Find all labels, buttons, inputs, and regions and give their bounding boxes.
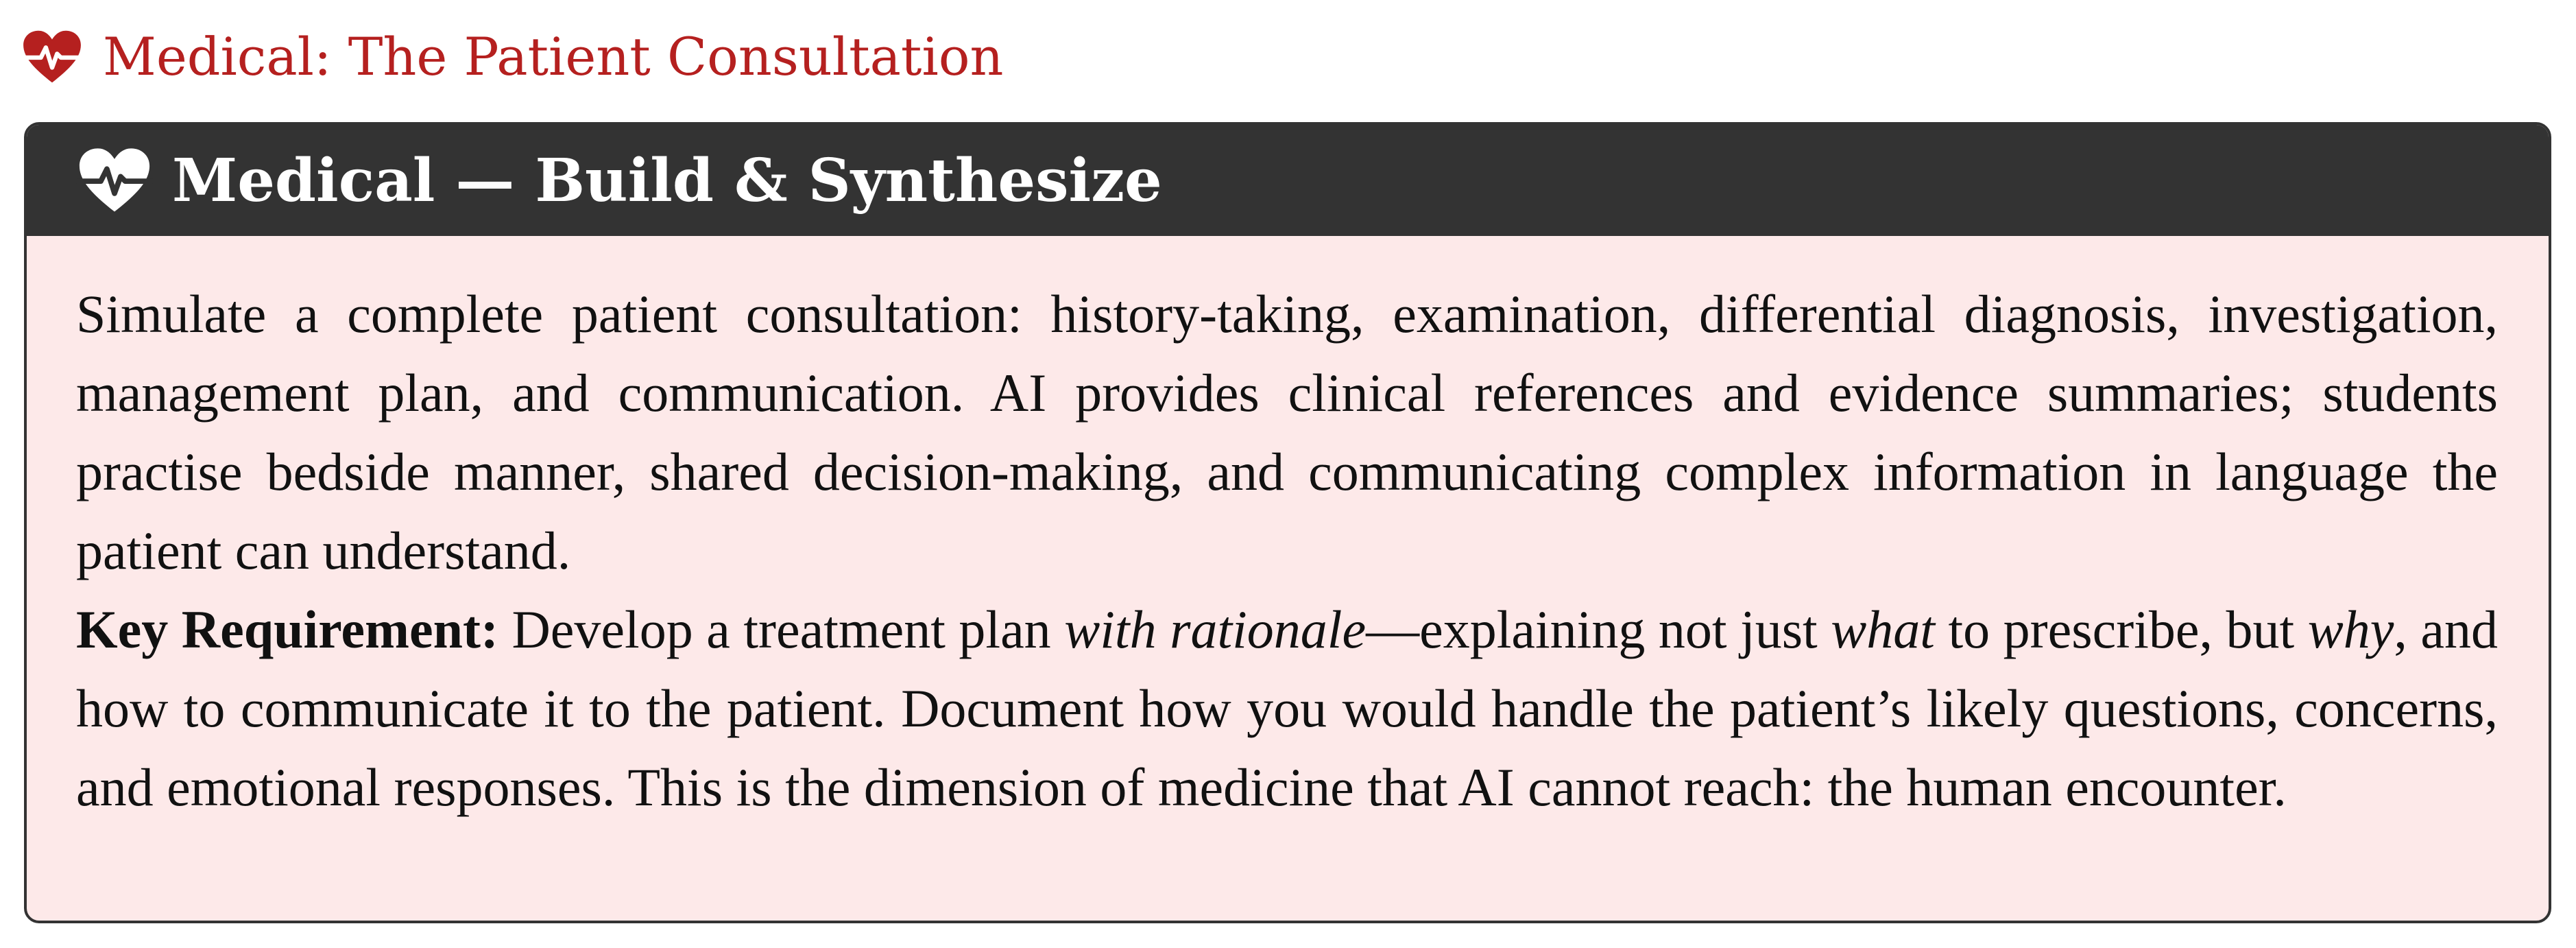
- emphasis-text: what: [1831, 600, 1935, 659]
- box-body: [76, 274, 2498, 827]
- key-requirement-text: , and how to communicate it to the patient. Document how you would handle the patient’s likely questions, concerns, and emotional responses. This is the dimension of medicine that AI cannot reach: the human encounter.: [76, 600, 2498, 817]
- section-title: Medical: The Patient Consultation: [103, 26, 1004, 87]
- description-paragraph: Simulate a complete patient consultation: history-taking, examination, differential diagnosis, investigation, management plan, and communication. AI provides clinical references and evidence summaries; students practise bedside manner, shared decision-making, and communicating complex information in language the patient can understand.: [76, 284, 2498, 580]
- emphasis-text: why: [2307, 600, 2394, 659]
- heartbeat-icon: [76, 146, 153, 215]
- box-header: [27, 125, 2549, 236]
- box-title: Medical — Build & Synthesize: [172, 145, 1162, 215]
- key-requirement-paragraph: [76, 590, 2498, 827]
- heartbeat-icon: [21, 29, 84, 85]
- key-requirement-text: Develop a treatment plan: [498, 600, 1065, 659]
- emphasis-text: with rationale: [1064, 600, 1367, 659]
- section-heading: [21, 19, 1004, 95]
- key-requirement-text: —explaining not just: [1366, 600, 1831, 659]
- key-requirement-text: to prescribe, but: [1934, 600, 2308, 659]
- info-box: [24, 122, 2551, 923]
- key-requirement-label: Key Requirement:: [76, 600, 498, 659]
